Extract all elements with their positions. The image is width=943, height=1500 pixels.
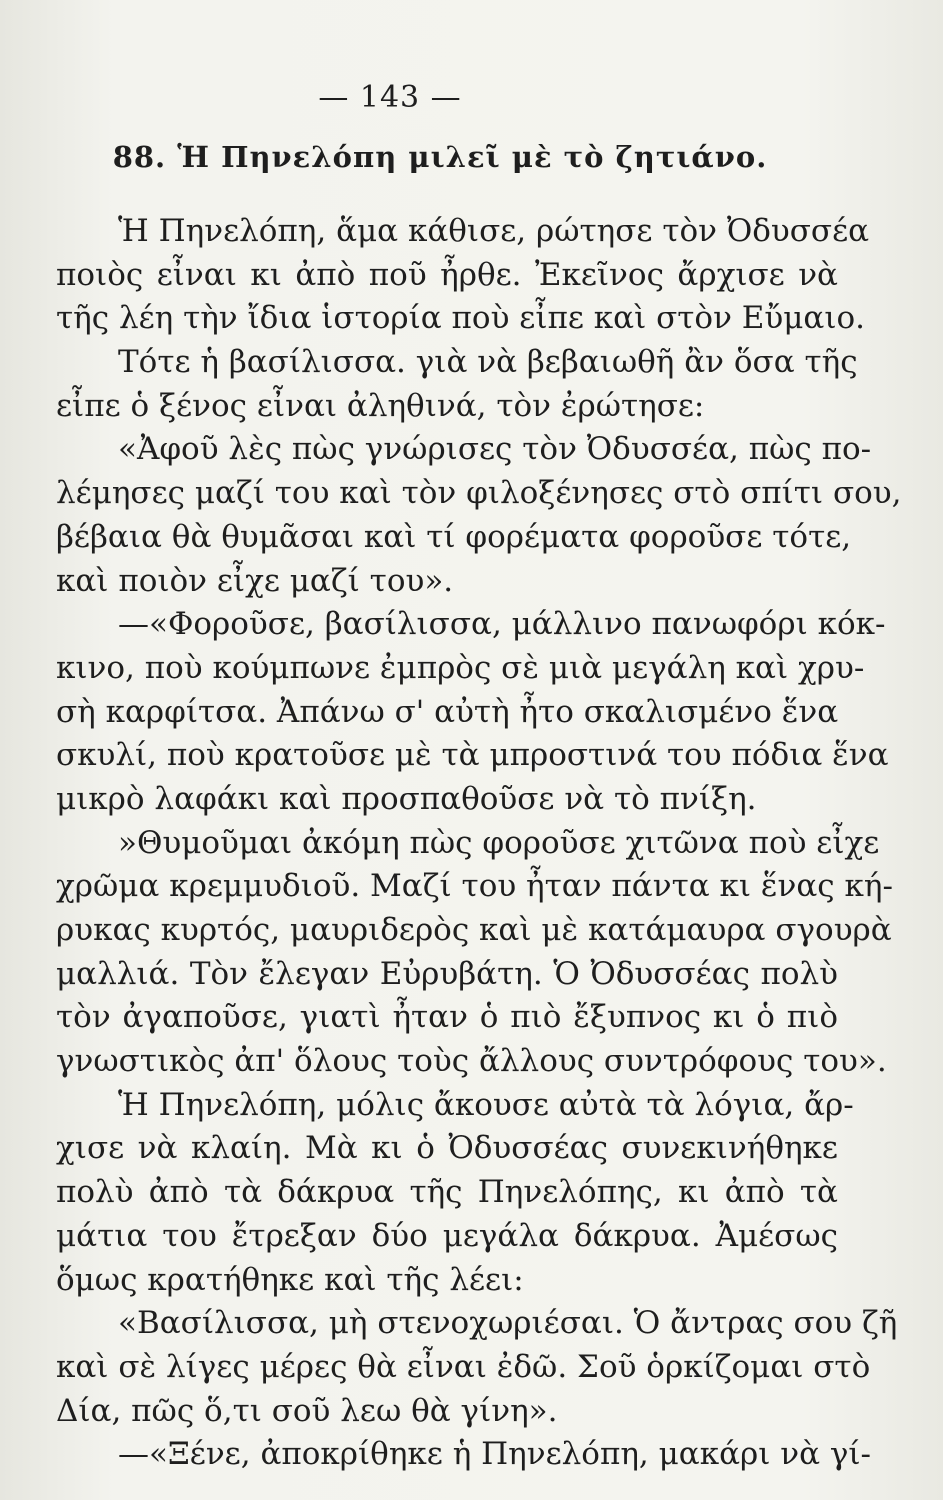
text-line: σὴ καρφίτσα. Ἀπάνω σ' αὐτὴ ἦτο σκαλισμένο ἕνα xyxy=(56,693,839,730)
text-line: καὶ ποιὸν εἶχε μαζί του». xyxy=(56,562,454,599)
text-line: τῆς λέη τὴν ἴδια ἱστορία ποὺ εἶπε καὶ στὸν Εὔμαιο. xyxy=(56,300,866,337)
text-line: «Ἀφοῦ λὲς πὼς γνώρισες τὸν Ὀδυσσέα, πὼς πο- xyxy=(118,431,872,468)
text-line: κινο, ποὺ κούμπωνε ἐμπρὸς σὲ μιὰ μεγάλη καὶ χρυ- xyxy=(56,649,865,686)
text-line: μάτια του ἔτρεξαν δύο μεγάλα δάκρυα. Ἀμέσως xyxy=(56,1217,838,1254)
text-line: »Θυμοῦμαι ἀκόμη πὼς φοροῦσε χιτῶνα ποὺ εἶχε xyxy=(118,824,880,861)
text-line: γνωστικὸς ἀπ' ὅλους τοὺς ἄλλους συντρόφους του». xyxy=(56,1043,887,1080)
text-line: ὅμως κρατήθηκε καὶ τῆς λέει: xyxy=(56,1261,524,1298)
text-line: βέβαια θὰ θυμᾶσαι καὶ τί φορέματα φοροῦσε τότε, xyxy=(56,518,852,555)
text-line: χισε νὰ κλαίη. Μὰ κι ὁ Ὀδυσσέας συνεκινήθηκε xyxy=(56,1130,838,1167)
text-line: Δία, πῶς ὅ,τι σοῦ λεω θὰ γίνη». xyxy=(56,1392,558,1429)
text-line: Ἡ Πηνελόπη, μόλις ἄκουσε αὐτὰ τὰ λόγια, ἄρ- xyxy=(118,1086,854,1123)
text-line: —«Ξένε, ἀποκρίθηκε ἡ Πηνελόπη, μακάρι νὰ γί- xyxy=(118,1436,872,1473)
text-line: τὸν ἀγαποῦσε, γιατὶ ἦταν ὁ πιὸ ἔξυπνος κι ὁ πιὸ xyxy=(56,999,838,1036)
text-line: καὶ σὲ λίγες μέρες θὰ εἶναι ἐδῶ. Σοῦ ὁρκίζομαι στὸ xyxy=(56,1348,871,1385)
text-line: μαλλιά. Τὸν ἔλεγαν Εὐρυβάτη. Ὁ Ὀδυσσέας πολὺ xyxy=(56,955,838,992)
text-line: ποιὸς εἶναι κι ἀπὸ ποῦ ἦρθε. Ἐκεῖνος ἄρχισε νὰ xyxy=(56,256,838,293)
page-number: — 143 — xyxy=(318,80,462,115)
text-line: «Βασίλισσα, μὴ στενοχωριέσαι. Ὁ ἄντρας σου ζῆ xyxy=(118,1305,898,1342)
text-line: —«Φοροῦσε, βασίλισσα, μάλλινο πανωφόρι κόκ- xyxy=(118,606,886,643)
chapter-title: 88. Ἡ Πηνελόπη μιλεῖ μὲ τὸ ζητιάνο. xyxy=(112,140,768,174)
text-line: Ἡ Πηνελόπη, ἅμα κάθισε, ρώτησε τὸν Ὀδυσσέα xyxy=(118,213,870,249)
text-line: σκυλί, ποὺ κρατοῦσε μὲ τὰ μπροστινά του πόδια ἕνα xyxy=(56,737,889,774)
text-line: εἶπε ὁ ξένος εἶναι ἀληθινά, τὸν ἐρώτησε: xyxy=(56,387,705,424)
text-line: χρῶμα κρεμμυδιοῦ. Μαζί του ἦταν πάντα κι ἕνας κή- xyxy=(56,868,893,905)
text-line: μικρὸ λαφάκι καὶ προσπαθοῦσε νὰ τὸ πνίξη. xyxy=(56,780,757,817)
text-line: ρυκας κυρτός, μαυριδερὸς καὶ μὲ κατάμαυρα σγουρὰ xyxy=(56,912,892,948)
text-line: λέμησες μαζί του καὶ τὸν φιλοξένησες στὸ σπίτι σου, xyxy=(56,475,902,512)
text-line: Τότε ἡ βασίλισσα. γιὰ νὰ βεβαιωθῆ ἂν ὅσα τῆς xyxy=(118,344,858,381)
body-text xyxy=(56,210,902,1477)
text-line: πολὺ ἀπὸ τὰ δάκρυα τῆς Πηνελόπης, κι ἀπὸ τὰ xyxy=(56,1174,838,1211)
